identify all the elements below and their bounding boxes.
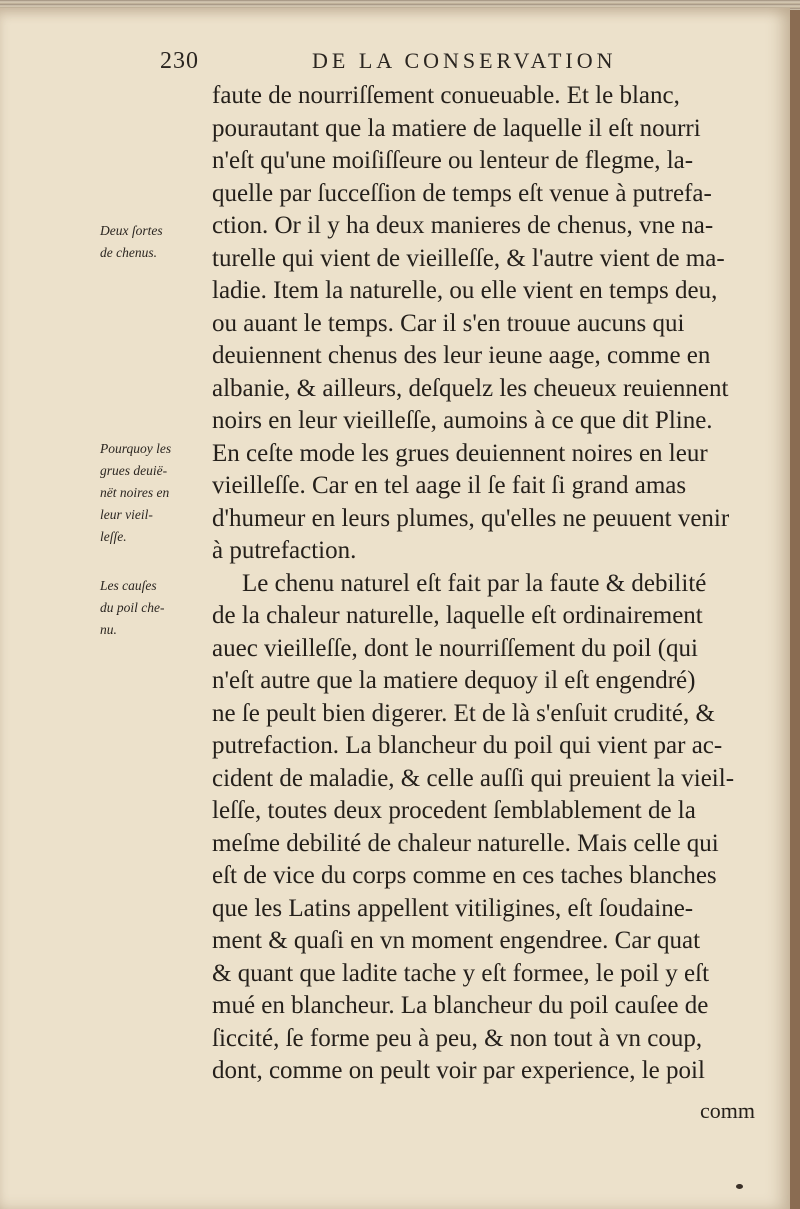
margin-note-line: nu.	[100, 622, 117, 637]
text-line: ment & quaſi en vn moment engendree. Car quat	[212, 927, 701, 954]
text-line: ladie. Item la naturelle, ou elle vient en temps deu,	[212, 277, 718, 304]
text-line: d'humeur en leurs plumes, qu'elles ne peuuent venir	[212, 504, 730, 532]
page-number: 230	[160, 48, 199, 74]
text-line: ction. Or il y ha deux manieres de chenus, vne na-	[212, 212, 714, 239]
text-line: de la chaleur naturelle, laquelle eſt ordinairement	[212, 602, 703, 629]
text-line: En ceſte mode les grues deuiennent noires en leur	[212, 439, 708, 467]
text-line: cident de maladie, & celle auſſi qui preuient la vieil-	[212, 764, 735, 792]
margin-note-line: de chenus.	[100, 245, 157, 260]
paragraph-start-line: Le chenu naturel eſt fait par la faute & debilité	[242, 569, 707, 597]
running-title: DE LA CONSERVATION	[312, 48, 617, 73]
text-line: ou auant le temps. Car il s'en trouue aucuns qui	[212, 309, 685, 337]
body-text	[212, 80, 772, 1088]
text-line: vieilleſſe. Car en tel aage il ſe fait ſi grand amas	[212, 472, 687, 499]
text-line: mué en blancheur. La blancheur du poil cauſee de	[212, 992, 709, 1019]
margin-note-line: nët noires en	[100, 485, 170, 500]
margin-note-line: du poil che-	[100, 600, 165, 615]
margin-note-line: leur vieil-	[100, 507, 153, 522]
text-line: à putrefaction.	[212, 537, 357, 564]
text-line: albanie, & ailleurs, deſquelz les cheueux reuiennent	[212, 374, 729, 402]
text-line: & quant que ladite tache y eſt formee, le poil y eſt	[212, 959, 710, 987]
text-line: n'eſt qu'une moiſiſſeure ou lenteur de flegme, la-	[212, 147, 694, 174]
text-line: deuiennent chenus des leur ieune aage, comme en	[212, 342, 711, 369]
margin-note-pourquoy	[100, 438, 205, 548]
text-line: dont, comme on peult voir par experience, le poil	[212, 1057, 705, 1084]
text-line: ne ſe peult bien digerer. Et de là s'enſuit crudité, &	[212, 699, 715, 727]
catchword: comm	[700, 1098, 755, 1123]
text-line: turelle qui vient de vieilleſſe, & l'autre vient de ma-	[212, 244, 725, 272]
margin-note-line: Les cauſes	[100, 578, 157, 593]
margin-note-deux-sortes	[100, 220, 205, 264]
margin-note-line: grues deuië-	[100, 463, 168, 478]
ink-spot	[736, 1184, 743, 1189]
text-line: eſt de vice du corps comme en ces taches blanches	[212, 862, 717, 889]
margin-note-line: Deux ſortes	[100, 223, 163, 238]
running-head	[160, 48, 700, 78]
margin-note-line: Pourquoy les	[100, 441, 172, 456]
margin-note-line: leſſe.	[100, 529, 127, 544]
text-line: leſſe, toutes deux procedent ſemblablement de la	[212, 797, 696, 824]
margin-note-causes	[100, 575, 205, 641]
text-line: n'eſt autre que la matiere dequoy il eſt engendré)	[212, 667, 696, 694]
text-line: pourautant que la matiere de laquelle il eſt nourri	[212, 114, 701, 142]
text-line: quelle par ſucceſſion de temps eſt venue à putrefa-	[212, 179, 712, 207]
text-line: faute de nourriſſement conueuable. Et le blanc,	[212, 82, 680, 109]
text-line: ſiccité, ſe forme peu à peu, & non tout à vn coup,	[212, 1024, 703, 1052]
text-line: auec vieilleſſe, dont le nourriſſement du poil (qui	[212, 634, 698, 662]
text-line: noirs en leur vieilleſſe, aumoins à ce que dit Pline.	[212, 407, 713, 434]
book-page	[0, 8, 790, 1209]
text-line: putrefaction. La blancheur du poil qui vient par ac-	[212, 732, 723, 759]
text-line: meſme debilité de chaleur naturelle. Mais celle qui	[212, 829, 719, 857]
text-line: que les Latins appellent vitiligines, eſt ſoudaine-	[212, 894, 694, 922]
